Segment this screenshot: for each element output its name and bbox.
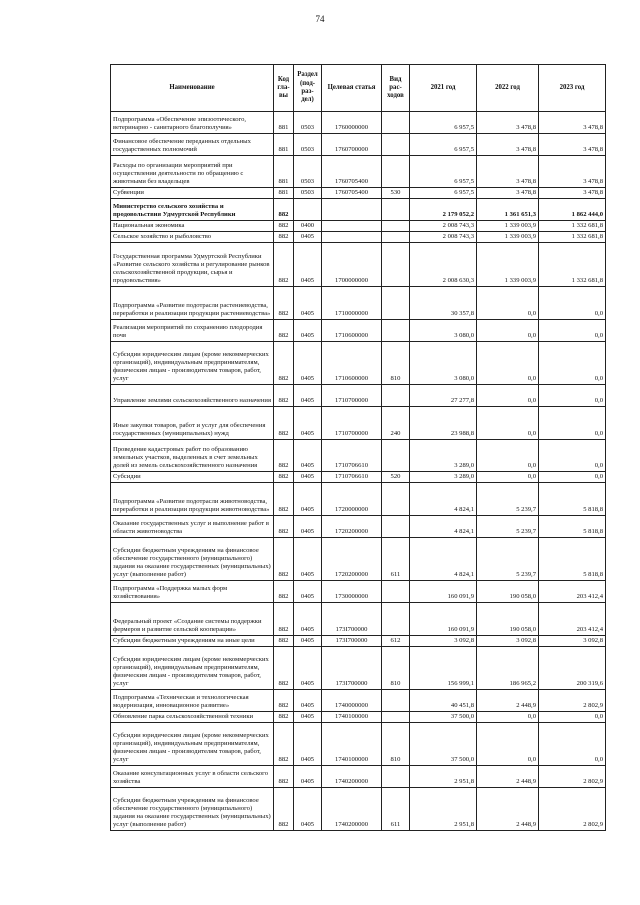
row-2023: 0,0 <box>539 342 606 385</box>
table-row <box>111 320 606 342</box>
row-2022: 0,0 <box>477 472 539 483</box>
row-section: 0405 <box>294 407 322 440</box>
budget-table <box>110 64 606 831</box>
row-section: 0405 <box>294 483 322 516</box>
row-section: 0405 <box>294 385 322 407</box>
row-2021: 6 957,5 <box>410 188 477 199</box>
row-article <box>322 221 382 232</box>
row-2023: 203 412,4 <box>539 603 606 636</box>
row-article <box>322 199 382 221</box>
row-2021: 2 008 630,3 <box>410 243 477 287</box>
row-article: 1710000000 <box>322 287 382 320</box>
row-article: 1720200000 <box>322 516 382 538</box>
table-body <box>111 112 606 831</box>
header-2021: 2021 год <box>410 65 477 112</box>
table-row <box>111 342 606 385</box>
row-2023: 3 478,8 <box>539 112 606 134</box>
row-2023: 203 412,4 <box>539 581 606 603</box>
row-2022: 190 058,0 <box>477 581 539 603</box>
row-type <box>382 690 410 712</box>
row-type <box>382 112 410 134</box>
row-article: 1760705400 <box>322 156 382 188</box>
row-section: 0405 <box>294 232 322 243</box>
row-2022: 3 092,8 <box>477 636 539 647</box>
table-row <box>111 134 606 156</box>
row-type: 240 <box>382 407 410 440</box>
row-name: Субсидии юридическим лицам (кроме некоммерческих организаций), индивидуальным предпринимателям, физическим лицам - производителям товаров, работ, услуг <box>111 723 274 766</box>
row-2022: 2 448,9 <box>477 788 539 831</box>
table-row <box>111 385 606 407</box>
row-code: 881 <box>274 112 294 134</box>
table-row <box>111 788 606 831</box>
table-row <box>111 243 606 287</box>
table-row <box>111 287 606 320</box>
table-row <box>111 636 606 647</box>
row-article: 1710700000 <box>322 407 382 440</box>
row-type: 810 <box>382 647 410 690</box>
row-2022: 1 339 003,9 <box>477 221 539 232</box>
row-2021: 27 277,8 <box>410 385 477 407</box>
row-code: 882 <box>274 788 294 831</box>
row-2022: 5 239,7 <box>477 538 539 581</box>
row-2023: 3 092,8 <box>539 636 606 647</box>
table-row <box>111 112 606 134</box>
row-section: 0405 <box>294 603 322 636</box>
row-2022: 2 448,9 <box>477 690 539 712</box>
row-section <box>294 199 322 221</box>
row-code: 882 <box>274 472 294 483</box>
row-2021: 4 824,1 <box>410 483 477 516</box>
row-article: 1720000000 <box>322 483 382 516</box>
row-2023: 5 818,8 <box>539 516 606 538</box>
row-section: 0405 <box>294 712 322 723</box>
header-code: Код гла-вы <box>274 65 294 112</box>
table-row <box>111 440 606 472</box>
row-2023: 3 478,8 <box>539 134 606 156</box>
row-code: 882 <box>274 766 294 788</box>
row-section: 0405 <box>294 320 322 342</box>
row-2023: 0,0 <box>539 385 606 407</box>
row-code: 882 <box>274 199 294 221</box>
row-type <box>382 712 410 723</box>
row-name: Субсидии юридическим лицам (кроме некоммерческих организаций), индивидуальным предпринимателям, физическим лицам - производителям товаров, работ, услуг <box>111 647 274 690</box>
row-type <box>382 221 410 232</box>
row-name: Обновление парка сельскохозяйственной техники <box>111 712 274 723</box>
table-row <box>111 690 606 712</box>
row-2021: 2 951,8 <box>410 766 477 788</box>
row-code: 882 <box>274 636 294 647</box>
row-section: 0503 <box>294 134 322 156</box>
row-article: 1730000000 <box>322 581 382 603</box>
row-article: 1760700000 <box>322 134 382 156</box>
row-2022: 186 965,2 <box>477 647 539 690</box>
row-section: 0405 <box>294 342 322 385</box>
row-2021: 30 357,8 <box>410 287 477 320</box>
row-section: 0503 <box>294 156 322 188</box>
row-code: 882 <box>274 342 294 385</box>
row-code: 881 <box>274 156 294 188</box>
row-type: 611 <box>382 538 410 581</box>
row-2022: 0,0 <box>477 712 539 723</box>
row-2021: 2 008 743,3 <box>410 221 477 232</box>
header-name: Наименование <box>111 65 274 112</box>
row-code: 881 <box>274 188 294 199</box>
row-type: 530 <box>382 188 410 199</box>
row-type: 611 <box>382 788 410 831</box>
row-code: 882 <box>274 407 294 440</box>
row-2021: 3 092,8 <box>410 636 477 647</box>
table-row <box>111 232 606 243</box>
row-2021: 160 091,9 <box>410 603 477 636</box>
row-name: Оказание государственных услуг и выполнение работ в области животноводства <box>111 516 274 538</box>
row-section: 0405 <box>294 516 322 538</box>
row-2023: 2 802,9 <box>539 766 606 788</box>
row-2021: 23 988,8 <box>410 407 477 440</box>
row-name: Реализация мероприятий по сохранению плодородия почв <box>111 320 274 342</box>
row-name: Министерство сельского хозяйства и продовольствия Удмуртской Республики <box>111 199 274 221</box>
row-2023: 0,0 <box>539 287 606 320</box>
row-type <box>382 134 410 156</box>
row-code: 882 <box>274 581 294 603</box>
row-name: Субсидии бюджетным учреждениям на финансовое обеспечение государственного (муниципального) задания на оказание государственных (муниципальных) услуг (выполнение работ) <box>111 538 274 581</box>
table-row <box>111 516 606 538</box>
row-2023: 200 319,6 <box>539 647 606 690</box>
table-row <box>111 188 606 199</box>
row-article: 173I700000 <box>322 647 382 690</box>
row-article: 1700000000 <box>322 243 382 287</box>
row-2022: 3 478,8 <box>477 112 539 134</box>
row-section: 0405 <box>294 287 322 320</box>
row-name: Финансовое обеспечение переданных отдельных государственных полномочий <box>111 134 274 156</box>
row-article: 1740000000 <box>322 690 382 712</box>
row-2021: 2 179 052,2 <box>410 199 477 221</box>
row-2021: 160 091,9 <box>410 581 477 603</box>
row-2021: 2 008 743,3 <box>410 232 477 243</box>
row-code: 882 <box>274 603 294 636</box>
row-2021: 156 999,1 <box>410 647 477 690</box>
row-name: Национальная экономика <box>111 221 274 232</box>
row-article: 1710700000 <box>322 385 382 407</box>
row-2022: 5 239,7 <box>477 483 539 516</box>
table-row <box>111 221 606 232</box>
row-section: 0405 <box>294 243 322 287</box>
row-article: 1740100000 <box>322 712 382 723</box>
row-type: 612 <box>382 636 410 647</box>
table-row <box>111 483 606 516</box>
row-2023: 0,0 <box>539 723 606 766</box>
row-code: 882 <box>274 440 294 472</box>
row-type <box>382 483 410 516</box>
table-row <box>111 766 606 788</box>
row-2022: 0,0 <box>477 320 539 342</box>
row-2023: 5 818,8 <box>539 483 606 516</box>
row-type <box>382 440 410 472</box>
row-type <box>382 232 410 243</box>
row-code: 882 <box>274 483 294 516</box>
row-type <box>382 581 410 603</box>
row-type <box>382 199 410 221</box>
row-code: 882 <box>274 243 294 287</box>
table-row <box>111 156 606 188</box>
row-name: Управление землями сельскохозяйственного назначения <box>111 385 274 407</box>
row-code: 882 <box>274 221 294 232</box>
row-2023: 2 802,9 <box>539 690 606 712</box>
row-name: Иные закупки товаров, работ и услуг для обеспечения государственных (муниципальных) нужд <box>111 407 274 440</box>
row-type <box>382 320 410 342</box>
row-2022: 1 361 651,3 <box>477 199 539 221</box>
row-2022: 0,0 <box>477 407 539 440</box>
row-2021: 6 957,5 <box>410 156 477 188</box>
page-number: 74 <box>315 14 325 24</box>
row-article: 173I700000 <box>322 603 382 636</box>
table-row <box>111 603 606 636</box>
row-section: 0405 <box>294 636 322 647</box>
row-2021: 6 957,5 <box>410 134 477 156</box>
row-name: Подпрограмма «Развитие подотрасли растениеводства, переработки и реализации продукции растениеводства» <box>111 287 274 320</box>
header-article: Целевая статья <box>322 65 382 112</box>
row-2022: 2 448,9 <box>477 766 539 788</box>
row-name: Подпрограмма «Техническая и технологическая модернизация, инновационное развитие» <box>111 690 274 712</box>
row-article: 1760000000 <box>322 112 382 134</box>
row-section: 0405 <box>294 690 322 712</box>
table-row <box>111 407 606 440</box>
row-2021: 4 824,1 <box>410 538 477 581</box>
row-article: 173I700000 <box>322 636 382 647</box>
row-type <box>382 516 410 538</box>
row-code: 882 <box>274 538 294 581</box>
row-2021: 3 080,0 <box>410 320 477 342</box>
row-2023: 1 332 681,8 <box>539 232 606 243</box>
row-2022: 3 478,8 <box>477 134 539 156</box>
table-row <box>111 538 606 581</box>
row-2022: 0,0 <box>477 440 539 472</box>
row-section: 0503 <box>294 112 322 134</box>
row-2022: 5 239,7 <box>477 516 539 538</box>
row-name: Субсидии <box>111 472 274 483</box>
header-type: Вид рас-ходов <box>382 65 410 112</box>
table-row <box>111 472 606 483</box>
row-type <box>382 603 410 636</box>
row-2021: 37 500,0 <box>410 723 477 766</box>
row-code: 882 <box>274 712 294 723</box>
row-name: Подпрограмма «Развитие подотрасли животноводства, переработки и реализации продукции животноводства» <box>111 483 274 516</box>
row-2023: 5 818,8 <box>539 538 606 581</box>
row-2022: 0,0 <box>477 385 539 407</box>
row-2023: 0,0 <box>539 320 606 342</box>
row-2022: 1 339 003,9 <box>477 243 539 287</box>
row-2023: 1 332 681,8 <box>539 243 606 287</box>
row-code: 882 <box>274 320 294 342</box>
row-type <box>382 287 410 320</box>
row-2023: 0,0 <box>539 472 606 483</box>
row-section: 0405 <box>294 472 322 483</box>
row-2022: 0,0 <box>477 287 539 320</box>
table-header-row <box>111 65 606 112</box>
row-name: Оказание консультационных услуг в области сельского хозяйства <box>111 766 274 788</box>
row-2022: 190 058,0 <box>477 603 539 636</box>
row-2023: 3 478,8 <box>539 188 606 199</box>
row-code: 882 <box>274 232 294 243</box>
row-article: 1710706610 <box>322 472 382 483</box>
row-section: 0405 <box>294 647 322 690</box>
row-name: Федеральный проект «Создание системы поддержки фермеров и развитие сельской кооперации» <box>111 603 274 636</box>
row-2022: 3 478,8 <box>477 188 539 199</box>
row-2023: 3 478,8 <box>539 156 606 188</box>
row-article: 1720200000 <box>322 538 382 581</box>
table-row <box>111 723 606 766</box>
row-2022: 0,0 <box>477 723 539 766</box>
row-section: 0503 <box>294 188 322 199</box>
row-article: 1740200000 <box>322 766 382 788</box>
row-article: 1710600000 <box>322 320 382 342</box>
row-name: Проведение кадастровых работ по образованию земельных участков, выделенных в счет земельных долей из земель сельскохозяйственного назначения <box>111 440 274 472</box>
row-2021: 3 289,0 <box>410 472 477 483</box>
row-2023: 0,0 <box>539 407 606 440</box>
row-type <box>382 156 410 188</box>
row-2021: 2 951,8 <box>410 788 477 831</box>
row-2023: 2 802,9 <box>539 788 606 831</box>
row-2021: 37 500,0 <box>410 712 477 723</box>
row-type: 810 <box>382 342 410 385</box>
row-section: 0405 <box>294 581 322 603</box>
row-2023: 0,0 <box>539 440 606 472</box>
row-2022: 3 478,8 <box>477 156 539 188</box>
row-type: 810 <box>382 723 410 766</box>
row-article: 1710600000 <box>322 342 382 385</box>
row-section: 0400 <box>294 221 322 232</box>
row-name: Субсидии бюджетным учреждениям на иные цели <box>111 636 274 647</box>
row-article: 1740100000 <box>322 723 382 766</box>
row-2021: 3 289,0 <box>410 440 477 472</box>
table-row <box>111 581 606 603</box>
row-article <box>322 232 382 243</box>
row-2023: 1 862 444,0 <box>539 199 606 221</box>
row-code: 882 <box>274 723 294 766</box>
header-2023: 2023 год <box>539 65 606 112</box>
row-type <box>382 766 410 788</box>
row-article: 1760705400 <box>322 188 382 199</box>
row-code: 882 <box>274 516 294 538</box>
row-article: 1740200000 <box>322 788 382 831</box>
row-code: 882 <box>274 385 294 407</box>
row-name: Подпрограмма «Поддержка малых форм хозяйствования» <box>111 581 274 603</box>
row-2021: 40 451,8 <box>410 690 477 712</box>
row-section: 0405 <box>294 440 322 472</box>
row-section: 0405 <box>294 766 322 788</box>
row-name: Государственная программа Удмуртской Республики «Развитие сельского хозяйства и регулирование рынков сельскохозяйственной продукции, сырья и продовольствия» <box>111 243 274 287</box>
row-section: 0405 <box>294 788 322 831</box>
row-2021: 4 824,1 <box>410 516 477 538</box>
row-2021: 6 957,5 <box>410 112 477 134</box>
row-code: 882 <box>274 647 294 690</box>
row-section: 0405 <box>294 723 322 766</box>
header-section: Раздел (под-раз-дел) <box>294 65 322 112</box>
row-name: Расходы по организации мероприятий при осуществлении деятельности по обращению с животными без владельцев <box>111 156 274 188</box>
row-section: 0405 <box>294 538 322 581</box>
row-2023: 1 332 681,8 <box>539 221 606 232</box>
table-row <box>111 712 606 723</box>
row-type <box>382 243 410 287</box>
row-2022: 1 339 003,9 <box>477 232 539 243</box>
table-row <box>111 647 606 690</box>
row-name: Субсидии юридическим лицам (кроме некоммерческих организаций), индивидуальным предпринимателям, физическим лицам - производителям товаров, работ, услуг <box>111 342 274 385</box>
header-2022: 2022 год <box>477 65 539 112</box>
row-code: 881 <box>274 134 294 156</box>
row-code: 882 <box>274 690 294 712</box>
row-2023: 0,0 <box>539 712 606 723</box>
row-name: Субвенции <box>111 188 274 199</box>
row-article: 1710706610 <box>322 440 382 472</box>
table-row <box>111 199 606 221</box>
row-code: 882 <box>274 287 294 320</box>
row-2022: 0,0 <box>477 342 539 385</box>
row-name: Сельское хозяйство и рыболовство <box>111 232 274 243</box>
row-name: Подпрограмма «Обеспечение эпизоотического, ветеринарно - санитарного благополучия» <box>111 112 274 134</box>
row-type <box>382 385 410 407</box>
row-2021: 3 080,0 <box>410 342 477 385</box>
row-type: 520 <box>382 472 410 483</box>
row-name: Субсидии бюджетным учреждениям на финансовое обеспечение государственного (муниципального) задания на оказание государственных (муниципальных) услуг (выполнение работ) <box>111 788 274 831</box>
